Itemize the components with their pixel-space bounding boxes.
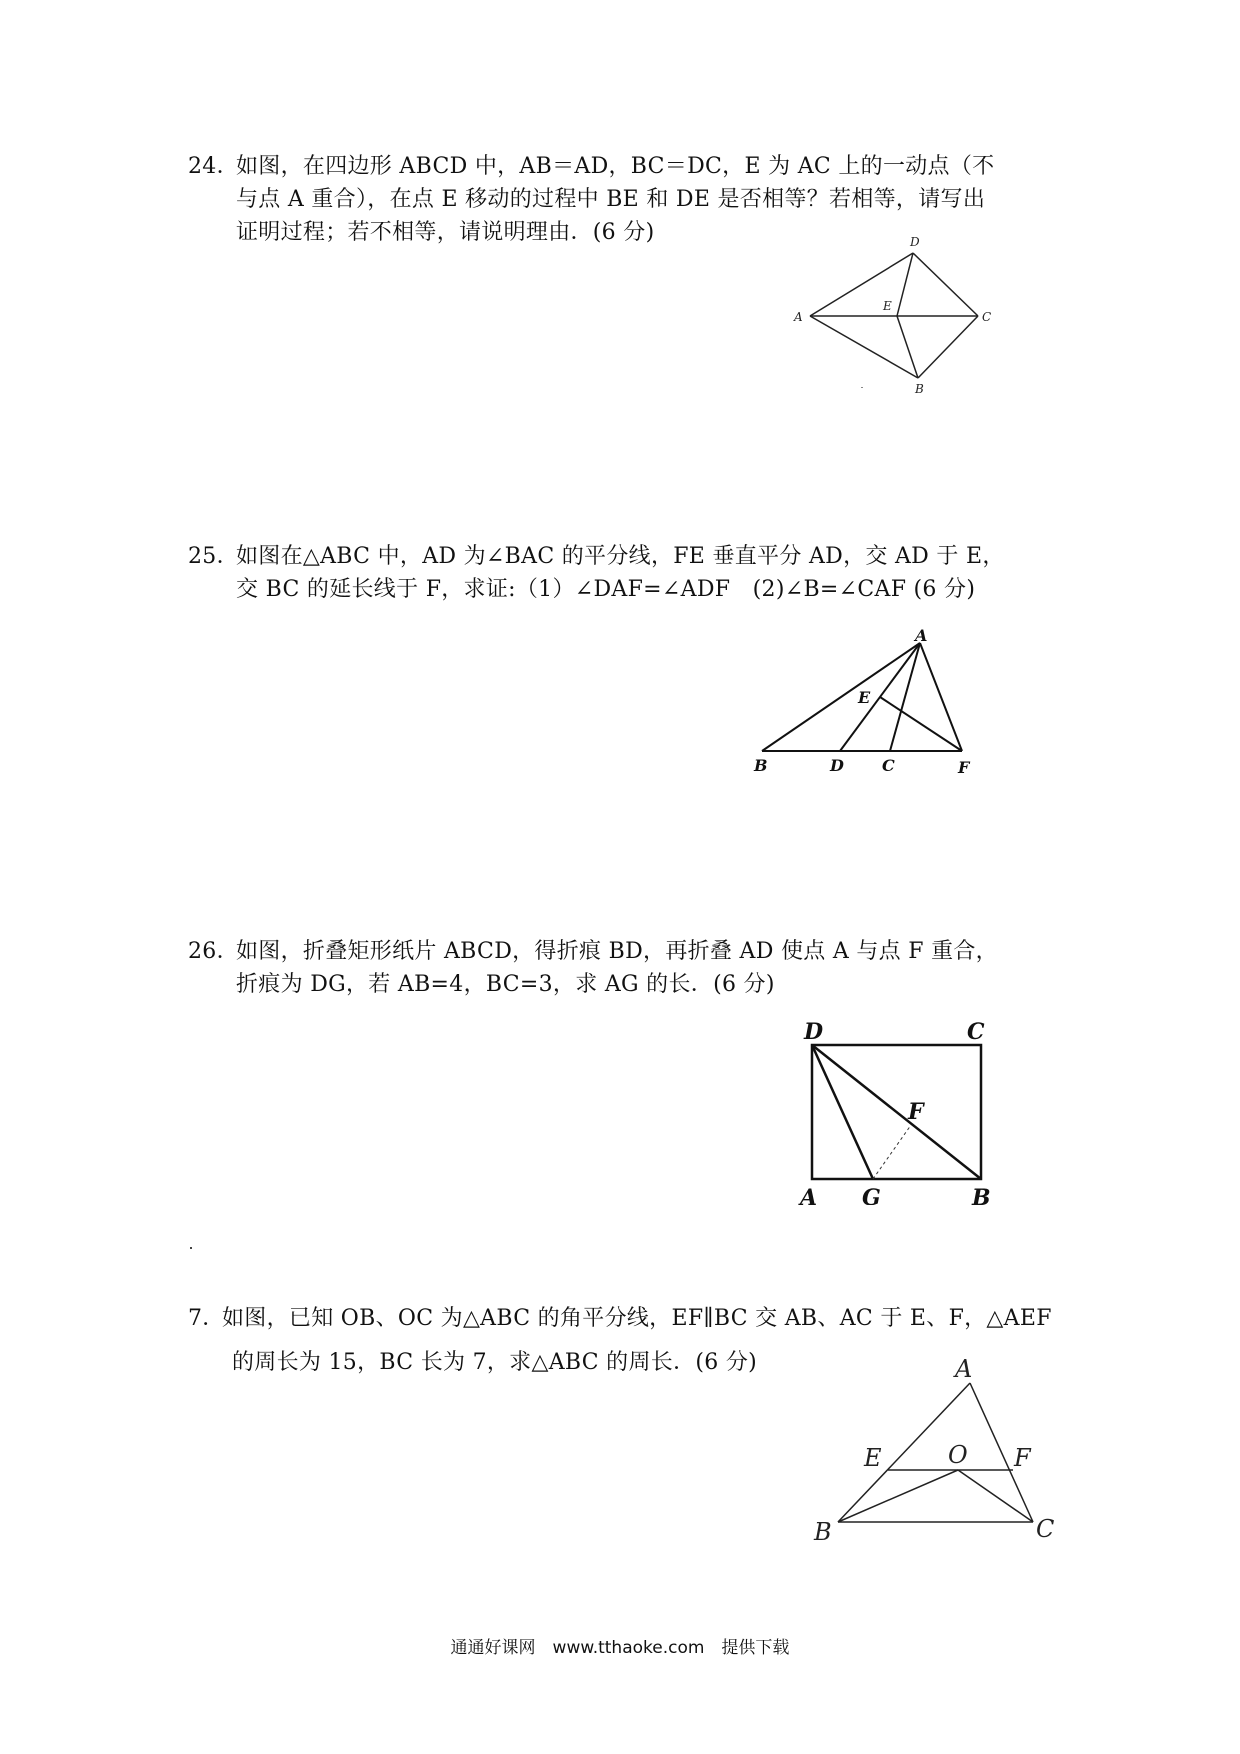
seg-DC [913,253,978,316]
label-E: E [864,1444,882,1472]
seg-DB [812,1045,981,1179]
seg-DE [897,253,913,316]
label-C: C [982,310,992,324]
seg-AD [810,253,913,316]
seg-DG [812,1045,873,1179]
label-O: O [948,1441,968,1469]
problem-25-number: 25． [188,544,239,569]
problem-24-line-3: 证明过程；若不相等，请说明理由．(6 分) [236,220,655,245]
seg-BA [810,316,918,378]
label-C: C [882,756,895,775]
problem-25-line-2: 交 BC 的延长线于 F，求证:（1）∠DAF=∠ADF (2)∠B=∠CAF (6 分) [236,577,976,602]
problem-24-number: 24． [188,154,239,179]
figure-24-quadrilateral [780,228,1010,398]
seg-AF [920,643,962,751]
label-F: F [958,758,970,777]
label-B: B [754,756,768,775]
seg-EB [897,316,918,378]
figure-25-triangle [740,625,980,785]
problem-26-number: 26． [188,939,239,964]
problem-24-line-2: 与点 A 重合），在点 E 移动的过程中 BE 和 DE 是否相等？若相等，请写出 [236,187,986,212]
label-E: E [883,299,892,313]
label-C: C [967,1019,985,1045]
problem-7-line-1: 如图，已知 OB、OC 为△ABC 的角平分线，EF∥BC 交 AB、AC 于 E、F，△AEF [222,1306,1052,1331]
problem-24-line-1: 如图，在四边形 ABCD 中，AB＝AD，BC＝DC，E 为 AC 上的一动点（不 [236,154,995,179]
scan-speck [190,1247,192,1249]
scan-speck [861,387,863,388]
label-G: G [862,1185,881,1205]
label-F: F [1014,1444,1031,1472]
problem-26-line-1: 如图，折叠矩形纸片 ABCD，得折痕 BD，再折叠 AD 使点 A 与点 F 重合， [236,939,998,964]
label-D: D [910,235,920,249]
label-B: B [972,1185,991,1205]
problem-7-line-2: 的周长为 15，BC 长为 7，求△ABC 的周长．(6 分) [232,1350,758,1375]
seg-GF-dashed [873,1125,911,1179]
label-D: D [830,756,844,775]
problem-25-text [188,540,1005,606]
page-footer: 通通好课网 www.tthaoke.com 提供下载 [450,1638,790,1658]
label-A: A [955,1355,973,1383]
label-A: A [794,310,803,324]
label-A: A [915,626,928,645]
problem-26-text [188,935,998,1001]
label-D: D [804,1019,824,1045]
figure-7-triangle [800,1355,1070,1550]
label-F: F [908,1099,924,1125]
label-A: A [800,1185,818,1205]
seg-AC [890,643,920,751]
label-E: E [858,688,871,707]
figure-26-rectangle [780,1015,1010,1205]
seg-CB [918,316,978,378]
label-B: B [915,382,924,396]
seg-BO [838,1470,958,1522]
problem-26-line-2: 折痕为 DG，若 AB=4，BC=3，求 AG 的长．(6 分) [236,972,775,997]
problem-25-line-1: 如图在△ABC 中，AD 为∠BAC 的平分线，FE 垂直平分 AD，交 AD 于 E， [236,544,1005,569]
seg-BA [762,643,920,751]
problem-7-number: 7． [188,1306,225,1331]
label-B: B [814,1518,832,1546]
label-C: C [1036,1515,1055,1543]
